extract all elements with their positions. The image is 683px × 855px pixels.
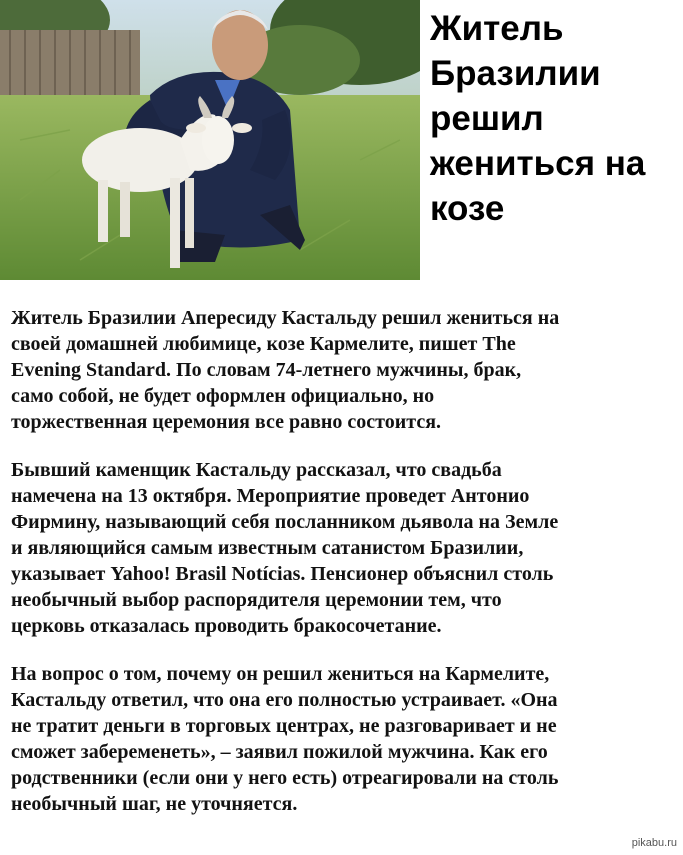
paragraph-line: само собой, не будет оформлен официально, но xyxy=(11,385,435,407)
paragraph-line: необычный шаг, не уточняется. xyxy=(11,793,298,815)
paragraph-line: церковь отказалась проводить бракосочетание. xyxy=(11,615,442,637)
paragraph-3 xyxy=(11,661,679,817)
paragraph-2 xyxy=(11,457,679,639)
paragraph-line: необычный выбор распорядителя церемонии тем, что xyxy=(11,589,502,611)
article-body xyxy=(11,305,679,839)
paragraph-line: Кастальду ответил, что она его полностью устраивает. «Она xyxy=(11,689,558,711)
paragraph-line: не тратит деньги в торговых центрах, не разговаривает и не xyxy=(11,715,557,737)
paragraph-line: указывает Yahoo! Brasil Notícias. Пенсионер объяснил столь xyxy=(11,563,554,585)
paragraph-line: сможет забеременеть», – заявил пожилой мужчина. Как его xyxy=(11,741,548,763)
photo-illustration xyxy=(0,0,420,280)
paragraph-line: торжественная церемония все равно состоится. xyxy=(11,411,442,433)
paragraph-line: намечена на 13 октября. Мероприятие проведет Антонио xyxy=(11,485,530,507)
watermark: pikabu.ru xyxy=(631,837,677,849)
paragraph-line: Бывший каменщик Кастальду рассказал, что свадьба xyxy=(11,459,502,481)
paragraph-1 xyxy=(11,305,679,435)
paragraph-line: На вопрос о том, почему он решил жениться на Кармелите, xyxy=(11,663,550,685)
paragraph-line: Фирмину, называющий себя посланником дьявола на Земле xyxy=(11,511,559,533)
photo-man-with-goat xyxy=(0,0,420,280)
paragraph-line: родственники (если они у него есть) отреагировали на столь xyxy=(11,767,559,789)
headline: Житель Бразилии решил жениться на козе xyxy=(430,9,646,228)
paragraph-line: Житель Бразилии Апересиду Кастальду решил жениться на xyxy=(11,307,560,329)
paragraph-line: Evening Standard. По словам 74-летнего мужчины, брак, xyxy=(11,359,522,381)
paragraph-line: и являющийся самым известным сатанистом Бразилии, xyxy=(11,537,524,559)
paragraph-line: своей домашней любимице, козе Кармелите, пишет The xyxy=(11,333,516,355)
